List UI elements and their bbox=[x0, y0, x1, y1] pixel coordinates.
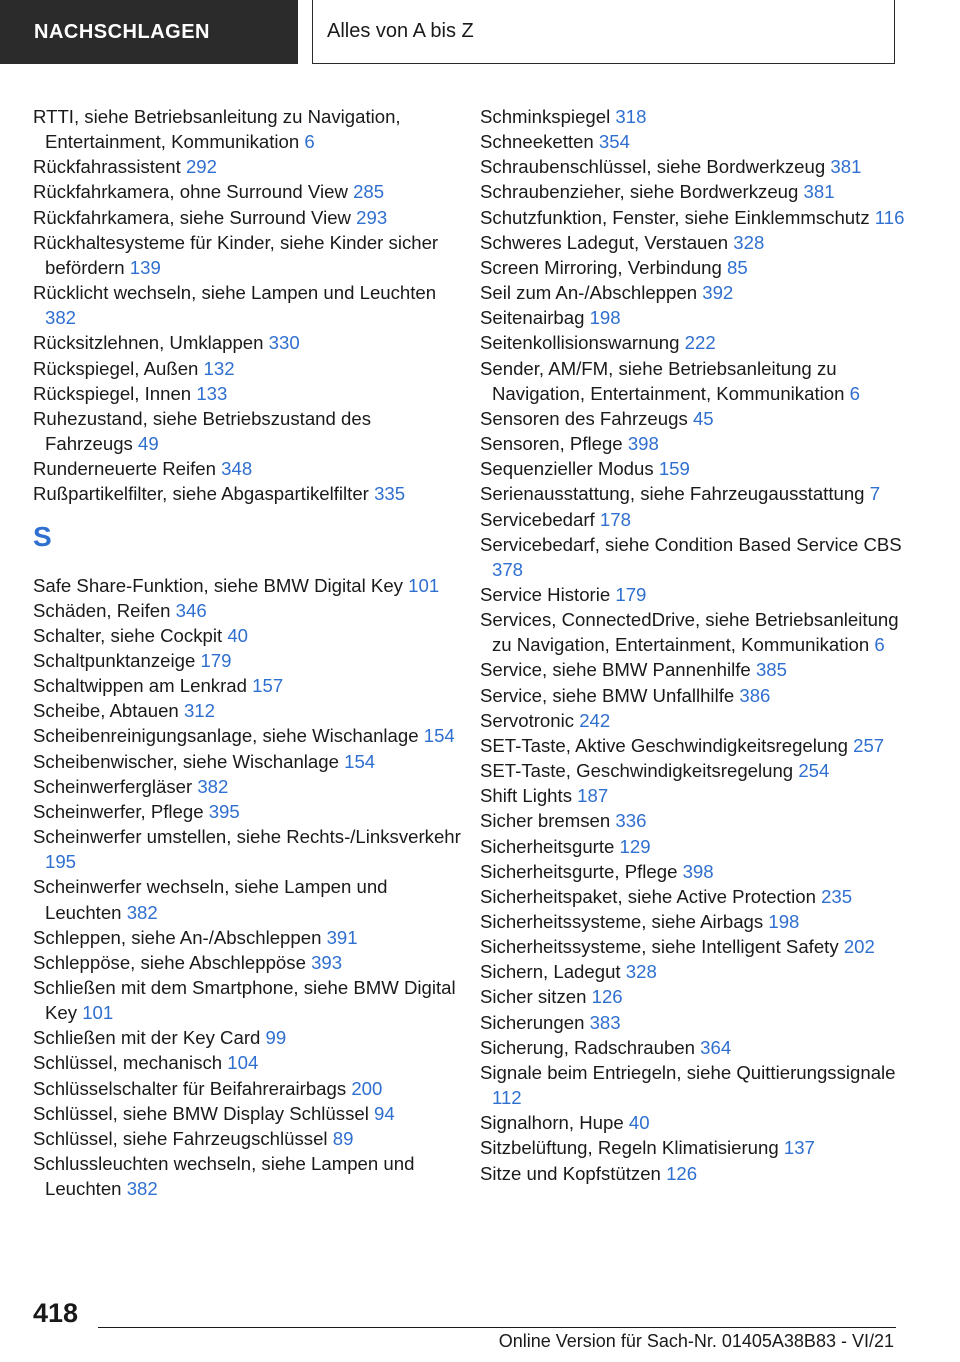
index-entry bbox=[480, 984, 910, 1009]
index-entry bbox=[480, 859, 910, 884]
entry-text: Sequenzieller Modus bbox=[480, 458, 654, 480]
index-entry bbox=[480, 683, 910, 708]
page-link[interactable]: 382 bbox=[197, 775, 229, 797]
index-entry bbox=[33, 481, 463, 506]
entry-text: Scheinwerfer, Pflege bbox=[33, 800, 204, 822]
entry-text: Service, siehe BMW Pannenhilfe bbox=[480, 659, 751, 681]
index-entry bbox=[33, 673, 463, 698]
entry-text: Rücklicht wechseln, siehe Lampen und Leuchten bbox=[33, 282, 437, 304]
page-link[interactable]: 393 bbox=[311, 951, 343, 973]
entry-text: Sicherheitsgurte, Pflege bbox=[480, 860, 678, 882]
index-entry bbox=[480, 783, 910, 808]
index-entry bbox=[33, 950, 463, 975]
page-link[interactable]: 348 bbox=[221, 458, 253, 480]
page-link[interactable]: 328 bbox=[733, 231, 765, 253]
entry-text: Shift Lights bbox=[480, 785, 572, 807]
index-entry bbox=[480, 657, 910, 682]
entry-text: Service, siehe BMW Unfallhilfe bbox=[480, 684, 735, 706]
index-entry bbox=[480, 104, 910, 129]
index-entry bbox=[480, 431, 910, 456]
page-link[interactable]: 157 bbox=[252, 675, 284, 697]
page-link[interactable]: 154 bbox=[423, 725, 455, 747]
index-entry bbox=[480, 1161, 910, 1186]
index-entry bbox=[480, 1060, 910, 1110]
index-entry bbox=[480, 1035, 910, 1060]
index-entry bbox=[33, 598, 463, 623]
index-entry bbox=[480, 733, 910, 758]
entry-text: Runderneuerte Reifen bbox=[33, 458, 216, 480]
page-link[interactable]: 85 bbox=[727, 256, 748, 278]
page-link[interactable]: 101 bbox=[82, 1002, 114, 1024]
entry-text: Schaltwippen am Lenkrad bbox=[33, 675, 247, 697]
entry-text: Seil zum An-/Abschleppen bbox=[480, 282, 698, 304]
page-link[interactable]: 6 bbox=[849, 382, 860, 404]
page-link[interactable]: 132 bbox=[203, 357, 235, 379]
entry-text: Servicebedarf, siehe Condition Based Service CBS bbox=[480, 533, 902, 555]
index-column-left bbox=[33, 104, 463, 1201]
entry-text: Sicherungen bbox=[480, 1011, 585, 1033]
page-link[interactable]: 285 bbox=[353, 181, 385, 203]
entry-text: Sensoren, Pflege bbox=[480, 433, 623, 455]
page-link[interactable]: 6 bbox=[304, 131, 315, 153]
index-entry bbox=[33, 1050, 463, 1075]
entry-text: Sitzbelüftung, Regeln Klimatisierung bbox=[480, 1137, 779, 1159]
index-entry bbox=[33, 975, 463, 1025]
index-entry bbox=[480, 934, 910, 959]
entry-text: Schalter, siehe Cockpit bbox=[33, 624, 223, 646]
index-entry bbox=[480, 230, 910, 255]
page-link[interactable]: 254 bbox=[798, 760, 830, 782]
index-entry bbox=[33, 824, 463, 874]
entry-text: Services, ConnectedDrive, siehe Betriebsanleitung zu Navigation, Entertainment, Kommunikation bbox=[480, 609, 899, 656]
index-entry bbox=[33, 456, 463, 481]
index-entry bbox=[33, 648, 463, 673]
index-entry bbox=[480, 330, 910, 355]
index-entry bbox=[33, 406, 463, 456]
page-link[interactable]: 318 bbox=[615, 106, 647, 127]
entry-text: Signale beim Entriegeln, siehe Quittierungssignale bbox=[480, 1061, 896, 1083]
index-entry bbox=[33, 1076, 463, 1101]
section-tab bbox=[0, 0, 298, 64]
index-entry bbox=[33, 573, 463, 598]
index-entry bbox=[480, 532, 910, 582]
entry-text: Scheinwerfer umstellen, siehe Rechts-/Linksverkehr bbox=[33, 826, 461, 848]
entry-text: Sitze und Kopfstützen bbox=[480, 1162, 661, 1184]
entry-text: Sicherheitssysteme, siehe Intelligent Safety bbox=[480, 936, 839, 958]
entry-text: Schminkspiegel bbox=[480, 106, 611, 127]
index-entry bbox=[33, 874, 463, 924]
page-link[interactable]: 179 bbox=[200, 649, 232, 671]
index-entry bbox=[480, 758, 910, 783]
page-link[interactable]: 293 bbox=[356, 206, 388, 228]
entry-text: Schließen mit dem Smartphone, siehe BMW Digital Key bbox=[33, 977, 456, 1024]
entry-text: Schleppen, siehe An-/Abschleppen bbox=[33, 926, 322, 948]
page-link[interactable]: 7 bbox=[869, 483, 881, 505]
page-link[interactable]: 385 bbox=[755, 659, 787, 681]
page-link[interactable]: 395 bbox=[208, 800, 240, 822]
index-entry bbox=[480, 406, 910, 431]
entry-text: Seitenairbag bbox=[480, 307, 585, 329]
entry-text: Ruhezustand, siehe Betriebszustand des Fahrzeugs bbox=[33, 407, 372, 455]
index-entry bbox=[480, 305, 910, 330]
index-entry bbox=[480, 280, 910, 305]
entry-text: SET-Taste, Aktive Geschwindigkeitsregelung bbox=[480, 734, 848, 756]
entry-text: Scheibenwischer, siehe Wischanlage bbox=[33, 750, 339, 772]
page-link[interactable]: 6 bbox=[874, 634, 885, 656]
index-entry bbox=[33, 205, 463, 230]
entry-text: Schlüssel, siehe BMW Display Schlüssel bbox=[33, 1102, 369, 1124]
entry-text: Service Historie bbox=[480, 583, 611, 605]
page-link[interactable]: 112 bbox=[492, 1087, 522, 1109]
index-entry bbox=[480, 255, 910, 280]
section-letter-s: S bbox=[33, 520, 52, 552]
page-link[interactable]: 101 bbox=[408, 574, 440, 596]
entry-text: Sicherung, Radschrauben bbox=[480, 1036, 695, 1058]
entry-text: Schäden, Reifen bbox=[33, 599, 171, 621]
page-link[interactable]: 104 bbox=[227, 1052, 259, 1074]
entry-text: Serienausstattung, siehe Fahrzeugausstattung bbox=[480, 483, 865, 505]
page-number: 418 bbox=[33, 1298, 79, 1328]
entry-text: Rückhaltesysteme für Kinder, siehe Kinder sicher befördern bbox=[33, 231, 439, 278]
page-link[interactable]: 235 bbox=[821, 885, 853, 907]
page-link[interactable]: 335 bbox=[374, 483, 406, 505]
index-entry bbox=[33, 280, 463, 330]
entry-text: Rückfahrassistent bbox=[33, 156, 181, 178]
index-entry bbox=[33, 381, 463, 406]
index-entry bbox=[480, 909, 910, 934]
page-link[interactable]: 398 bbox=[682, 860, 714, 882]
page-link[interactable]: 137 bbox=[783, 1137, 815, 1159]
entry-text: Scheinwerfer wechseln, siehe Lampen und Leuchten bbox=[33, 876, 388, 923]
entry-text: Rückfahrkamera, ohne Surround View bbox=[33, 181, 348, 203]
page-link[interactable]: 126 bbox=[666, 1162, 698, 1184]
footer-divider bbox=[98, 1327, 896, 1328]
entry-text: Sicherheitsgurte bbox=[480, 835, 615, 857]
page-link[interactable]: 328 bbox=[625, 961, 657, 983]
index-entry bbox=[480, 205, 910, 230]
index-entry bbox=[33, 925, 463, 950]
section-label: NACHSCHLAGEN bbox=[34, 20, 210, 43]
index-entry bbox=[33, 179, 463, 204]
page-link[interactable]: 89 bbox=[332, 1127, 354, 1149]
entry-text: Rückspiegel, Außen bbox=[33, 357, 199, 379]
index-entry bbox=[480, 959, 910, 984]
page-link[interactable]: 382 bbox=[126, 1178, 158, 1200]
index-entry bbox=[33, 356, 463, 381]
page-link[interactable]: 312 bbox=[183, 700, 215, 722]
entry-text: Seitenkollisionswarnung bbox=[480, 332, 680, 354]
entry-text: Screen Mirroring, Verbindung bbox=[480, 256, 722, 278]
entry-text: Schlüssel, mechanisch bbox=[33, 1052, 223, 1074]
entry-text: Signalhorn, Hupe bbox=[480, 1112, 624, 1134]
index-entry bbox=[480, 456, 910, 481]
page-link[interactable]: 382 bbox=[45, 307, 77, 329]
entry-text: Scheinwerfergläser bbox=[33, 775, 193, 797]
entry-text: Schraubenschlüssel, siehe Bordwerkzeug bbox=[480, 156, 826, 178]
index-entry bbox=[33, 230, 463, 280]
entry-text: SET-Taste, Geschwindigkeitsregelung bbox=[480, 760, 794, 782]
index-entry bbox=[33, 723, 463, 748]
entry-text: Safe Share-Funktion, siehe BMW Digital Key bbox=[33, 574, 403, 596]
entry-text: Schlussleuchten wechseln, siehe Lampen und Leuchten bbox=[33, 1153, 415, 1200]
page-link[interactable]: 292 bbox=[185, 156, 217, 178]
page-link[interactable]: 187 bbox=[577, 785, 609, 807]
page-link[interactable]: 139 bbox=[129, 256, 161, 278]
page-link[interactable]: 330 bbox=[268, 332, 300, 354]
page-link[interactable]: 354 bbox=[598, 131, 630, 153]
page-link[interactable]: 178 bbox=[599, 508, 631, 530]
index-entry bbox=[480, 129, 910, 154]
index-entry bbox=[33, 749, 463, 774]
page-link[interactable]: 45 bbox=[692, 407, 714, 429]
page-link[interactable]: 336 bbox=[615, 810, 647, 832]
index-entry bbox=[480, 1010, 910, 1035]
index-entry bbox=[480, 356, 910, 406]
entry-text: Schlüsselschalter für Beifahrerairbags bbox=[33, 1077, 347, 1099]
index-entry bbox=[33, 799, 463, 824]
entry-text: Schweres Ladegut, Verstauen bbox=[480, 231, 729, 253]
page-link[interactable]: 200 bbox=[351, 1077, 383, 1099]
entry-text: Sicherheitspaket, siehe Active Protection bbox=[480, 885, 816, 907]
entry-text: Servotronic bbox=[480, 709, 575, 731]
page-link[interactable]: 133 bbox=[196, 382, 228, 404]
index-entry bbox=[33, 774, 463, 799]
entry-text: Sichern, Ladegut bbox=[480, 961, 621, 983]
entry-text: Rückspiegel, Innen bbox=[33, 382, 192, 404]
index-entry bbox=[480, 1135, 910, 1160]
entry-text: Sicherheitssysteme, siehe Airbags bbox=[480, 911, 764, 932]
entry-text: RTTI, siehe Betriebsanleitung zu Navigation, Entertainment, Kommunikation bbox=[33, 106, 401, 153]
index-entry bbox=[33, 154, 463, 179]
page-title: Alles von A bis Z bbox=[327, 20, 474, 42]
footer-version: Online Version für Sach-Nr. 01405A38B83 - VI/21 bbox=[498, 1331, 894, 1351]
entry-text: Rückfahrkamera, siehe Surround View bbox=[33, 206, 351, 228]
page-header bbox=[312, 0, 895, 64]
page-link[interactable]: 392 bbox=[702, 282, 734, 304]
page-link[interactable]: 126 bbox=[591, 986, 623, 1008]
page-link[interactable]: 154 bbox=[344, 750, 376, 772]
page-link[interactable]: 383 bbox=[589, 1011, 621, 1033]
page-link[interactable]: 116 bbox=[874, 206, 905, 228]
index-entry bbox=[33, 1151, 463, 1201]
page-link[interactable]: 198 bbox=[768, 911, 800, 932]
entry-text: Schneeketten bbox=[480, 131, 594, 153]
entry-text: Schaltpunktanzeige bbox=[33, 649, 196, 671]
index-entry bbox=[480, 179, 910, 204]
page-link[interactable]: 40 bbox=[227, 624, 248, 646]
entry-text: Schließen mit der Key Card bbox=[33, 1027, 261, 1049]
page-link[interactable]: 382 bbox=[126, 901, 158, 923]
page-link[interactable]: 40 bbox=[628, 1112, 650, 1134]
entry-text: Sender, AM/FM, siehe Betriebsanleitung zu Navigation, Entertainment, Kommunikation bbox=[480, 357, 845, 404]
index-entry bbox=[33, 104, 463, 154]
index-entry bbox=[480, 1110, 910, 1135]
page-link[interactable]: 198 bbox=[589, 307, 621, 329]
page-link[interactable]: 398 bbox=[627, 433, 659, 455]
page-link[interactable]: 364 bbox=[700, 1036, 732, 1058]
index-entry bbox=[480, 154, 910, 179]
page-link[interactable]: 202 bbox=[843, 936, 875, 958]
entry-text: Rücksitzlehnen, Umklappen bbox=[33, 332, 264, 354]
index-entry bbox=[480, 481, 910, 506]
index-entry bbox=[33, 623, 463, 648]
entry-text: Schraubenzieher, siehe Bordwerkzeug bbox=[480, 181, 799, 203]
page-link[interactable]: 346 bbox=[175, 599, 207, 621]
index-entry bbox=[480, 834, 910, 859]
page-link[interactable]: 378 bbox=[492, 558, 524, 580]
index-entry bbox=[480, 607, 910, 657]
index-column-right bbox=[480, 104, 910, 1186]
index-entry bbox=[480, 808, 910, 833]
index-entry bbox=[33, 1025, 463, 1050]
index-entry bbox=[33, 1101, 463, 1126]
index-entry bbox=[33, 698, 463, 723]
page-link[interactable]: 381 bbox=[803, 181, 835, 203]
page-link[interactable]: 159 bbox=[658, 458, 690, 480]
page-link[interactable]: 222 bbox=[684, 332, 716, 354]
page-link[interactable]: 49 bbox=[138, 433, 159, 455]
index-entry bbox=[33, 330, 463, 355]
entry-text: Sensoren des Fahrzeugs bbox=[480, 407, 688, 429]
index-entry bbox=[33, 1126, 463, 1151]
entry-text: Schutzfunktion, Fenster, siehe Einklemmschutz bbox=[480, 206, 870, 228]
index-entry bbox=[480, 708, 910, 733]
page-link[interactable]: 242 bbox=[579, 709, 611, 731]
entry-text: Schleppöse, siehe Abschleppöse bbox=[33, 951, 306, 973]
entry-text: Scheibenreinigungsanlage, siehe Wischanlage bbox=[33, 725, 419, 747]
page-link[interactable]: 195 bbox=[45, 851, 77, 873]
entry-text: Scheibe, Abtauen bbox=[33, 700, 179, 722]
page-link[interactable]: 386 bbox=[739, 684, 771, 706]
page-link[interactable]: 391 bbox=[326, 926, 358, 948]
index-entry bbox=[480, 884, 910, 909]
entry-text: Sicher bremsen bbox=[480, 810, 611, 832]
page-link[interactable]: 257 bbox=[853, 734, 885, 756]
entry-text: Servicebedarf bbox=[480, 508, 595, 530]
page-link[interactable]: 129 bbox=[619, 835, 651, 857]
page-link[interactable]: 381 bbox=[830, 156, 862, 178]
page-link[interactable]: 179 bbox=[615, 583, 647, 605]
page-link[interactable]: 99 bbox=[265, 1027, 287, 1049]
page-link[interactable]: 94 bbox=[374, 1102, 395, 1124]
entry-text: Rußpartikelfilter, siehe Abgaspartikelfilter bbox=[33, 483, 369, 505]
entry-text: Schlüssel, siehe Fahrzeugschlüssel bbox=[33, 1127, 328, 1149]
index-entry bbox=[480, 582, 910, 607]
entry-text: Sicher sitzen bbox=[480, 986, 587, 1008]
index-entry bbox=[480, 507, 910, 532]
